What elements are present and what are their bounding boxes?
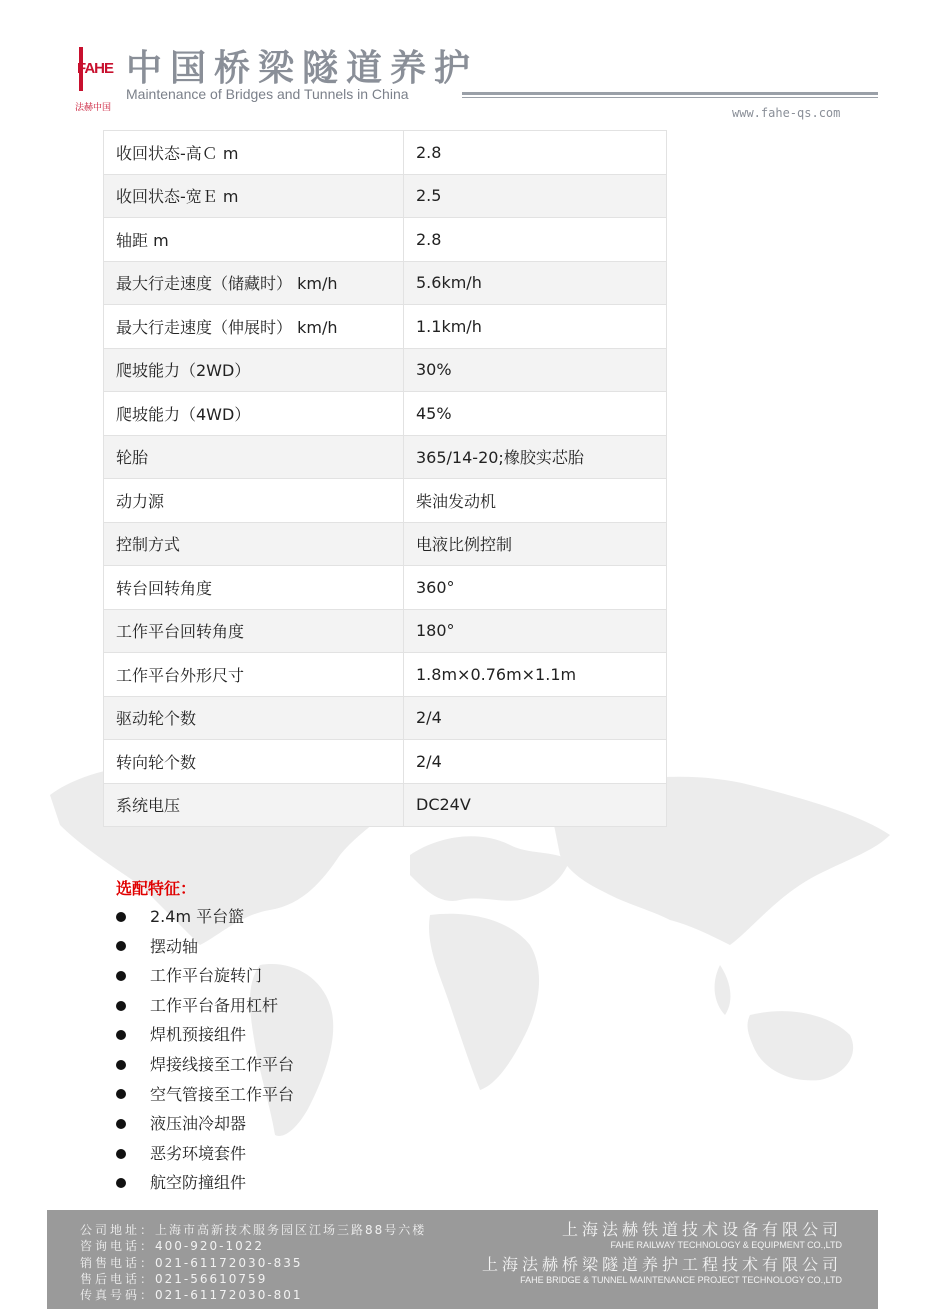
spec-key: 爬坡能力（2WD） <box>104 348 404 392</box>
contact-value: 021-61172030-835 <box>155 1255 303 1270</box>
contact-row <box>80 1287 426 1303</box>
bullet-icon <box>116 941 126 951</box>
spec-value: 2.8 <box>404 218 667 262</box>
header-url: www.fahe-qs.com <box>732 106 841 120</box>
table-row <box>104 653 667 697</box>
bullet-icon <box>116 1119 126 1129</box>
spec-key: 最大行走速度（储藏时） km/h <box>104 261 404 305</box>
contact-value: 021-56610759 <box>155 1271 268 1286</box>
spec-value: 2/4 <box>404 740 667 784</box>
table-row <box>104 261 667 305</box>
logo-subtext: 法赫中国 <box>75 103 112 113</box>
contact-label: 售后电话： <box>80 1271 156 1286</box>
spec-key: 动力源 <box>104 479 404 523</box>
contact-row <box>80 1222 426 1238</box>
bullet-icon <box>116 1149 126 1159</box>
logo-text: FAHE <box>77 60 114 77</box>
feature-text: 恶劣环境套件 <box>150 1143 247 1163</box>
spec-key: 工作平台外形尺寸 <box>104 653 404 697</box>
spec-key: 爬坡能力（4WD） <box>104 392 404 436</box>
bullet-icon <box>116 1001 126 1011</box>
contact-value: 400-920-1022 <box>155 1239 265 1254</box>
spec-key: 收回状态-高Ｃ m <box>104 131 404 175</box>
header-title-en: Maintenance of Bridges and Tunnels in China <box>126 86 409 102</box>
company-logo <box>75 42 119 112</box>
table-row <box>104 783 667 827</box>
contact-row <box>80 1255 426 1271</box>
contact-label: 公司地址： <box>80 1223 156 1237</box>
table-row <box>104 218 667 262</box>
company2-name-en: FAHE BRIDGE & TUNNEL MAINTENANCE PROJECT TECHNOLOGY CO.,LTD <box>520 1275 842 1285</box>
table-row <box>104 479 667 523</box>
spec-key: 系统电压 <box>104 783 404 827</box>
header-rule-thin <box>462 97 878 98</box>
list-item <box>114 991 294 1021</box>
spec-key: 轮胎 <box>104 435 404 479</box>
table-row <box>104 566 667 610</box>
bullet-icon <box>116 971 126 981</box>
spec-value: 1.8m×0.76m×1.1m <box>404 653 667 697</box>
footer-companies <box>482 1220 842 1286</box>
feature-text: 工作平台旋转门 <box>150 966 263 986</box>
table-row <box>104 131 667 175</box>
company2-name-cn: 上海法赫桥梁隧道养护工程技术有限公司 <box>481 1255 842 1274</box>
table-row <box>104 522 667 566</box>
spec-value: 柴油发动机 <box>404 479 667 523</box>
contact-row <box>80 1238 426 1254</box>
spec-value: 180° <box>404 609 667 653</box>
table-row <box>104 696 667 740</box>
spec-key: 轴距 m <box>104 218 404 262</box>
list-item <box>114 1139 294 1169</box>
spec-key: 驱动轮个数 <box>104 696 404 740</box>
table-row <box>104 305 667 349</box>
feature-text: 2.4m 平台篮 <box>150 907 245 926</box>
feature-text: 液压油冷却器 <box>150 1114 247 1134</box>
spec-value: 2.5 <box>404 174 667 218</box>
features-list <box>114 902 294 1198</box>
bullet-icon <box>116 1030 126 1040</box>
spec-value: 30% <box>404 348 667 392</box>
features-title: 选配特征： <box>116 879 197 898</box>
spec-table <box>103 130 667 827</box>
spec-key: 最大行走速度（伸展时） km/h <box>104 305 404 349</box>
feature-text: 焊接线接至工作平台 <box>150 1054 295 1074</box>
company1-name-en: FAHE RAILWAY TECHNOLOGY & EQUIPMENT CO.,LTD <box>610 1240 842 1250</box>
list-item <box>114 961 294 991</box>
contact-value: 021-61172030-801 <box>155 1288 303 1303</box>
page-header <box>0 0 926 130</box>
footer-contacts <box>80 1222 426 1303</box>
spec-value: 2/4 <box>404 696 667 740</box>
bullet-icon <box>116 1178 126 1188</box>
table-row <box>104 392 667 436</box>
spec-value: DC24V <box>404 783 667 827</box>
list-item <box>114 1020 294 1050</box>
spec-value: 360° <box>404 566 667 610</box>
spec-value: 2.8 <box>404 131 667 175</box>
bullet-icon <box>116 1089 126 1099</box>
table-row <box>104 609 667 653</box>
list-item <box>114 1050 294 1080</box>
table-row <box>104 348 667 392</box>
table-row <box>104 740 667 784</box>
table-row <box>104 435 667 479</box>
feature-text: 焊机预接组件 <box>150 1025 247 1045</box>
feature-text: 摆动轴 <box>150 936 199 956</box>
spec-key: 控制方式 <box>104 522 404 566</box>
bullet-icon <box>116 912 126 922</box>
list-item <box>114 1168 294 1198</box>
header-title-cn: 中国桥梁隧道养护 <box>126 48 479 89</box>
feature-text: 工作平台备用杠杆 <box>150 995 279 1015</box>
bullet-icon <box>116 1060 126 1070</box>
spec-value: 1.1km/h <box>404 305 667 349</box>
list-item <box>114 1080 294 1110</box>
list-item <box>114 902 294 932</box>
contact-label: 销售电话： <box>80 1255 156 1270</box>
list-item <box>114 932 294 962</box>
contact-value: 上海市高新技术服务园区江场三路88号六楼 <box>155 1223 427 1237</box>
spec-key: 转台回转角度 <box>104 566 404 610</box>
spec-key: 收回状态-宽Ｅ m <box>104 174 404 218</box>
spec-value: 电液比例控制 <box>404 522 667 566</box>
page-footer <box>47 1210 878 1309</box>
header-rule <box>462 92 878 95</box>
spec-value: 45% <box>404 392 667 436</box>
spec-key: 工作平台回转角度 <box>104 609 404 653</box>
spec-value: 5.6km/h <box>404 261 667 305</box>
contact-row <box>80 1271 426 1287</box>
list-item <box>114 1109 294 1139</box>
contact-label: 传真号码： <box>80 1288 156 1303</box>
spec-value: 365/14-20;橡胶实芯胎 <box>404 435 667 479</box>
feature-text: 空气管接至工作平台 <box>150 1084 295 1104</box>
spec-key: 转向轮个数 <box>104 740 404 784</box>
company1-name-cn: 上海法赫铁道技术设备有限公司 <box>561 1220 842 1239</box>
table-row <box>104 174 667 218</box>
feature-text: 航空防撞组件 <box>150 1173 247 1193</box>
contact-label: 咨询电话： <box>80 1239 156 1254</box>
